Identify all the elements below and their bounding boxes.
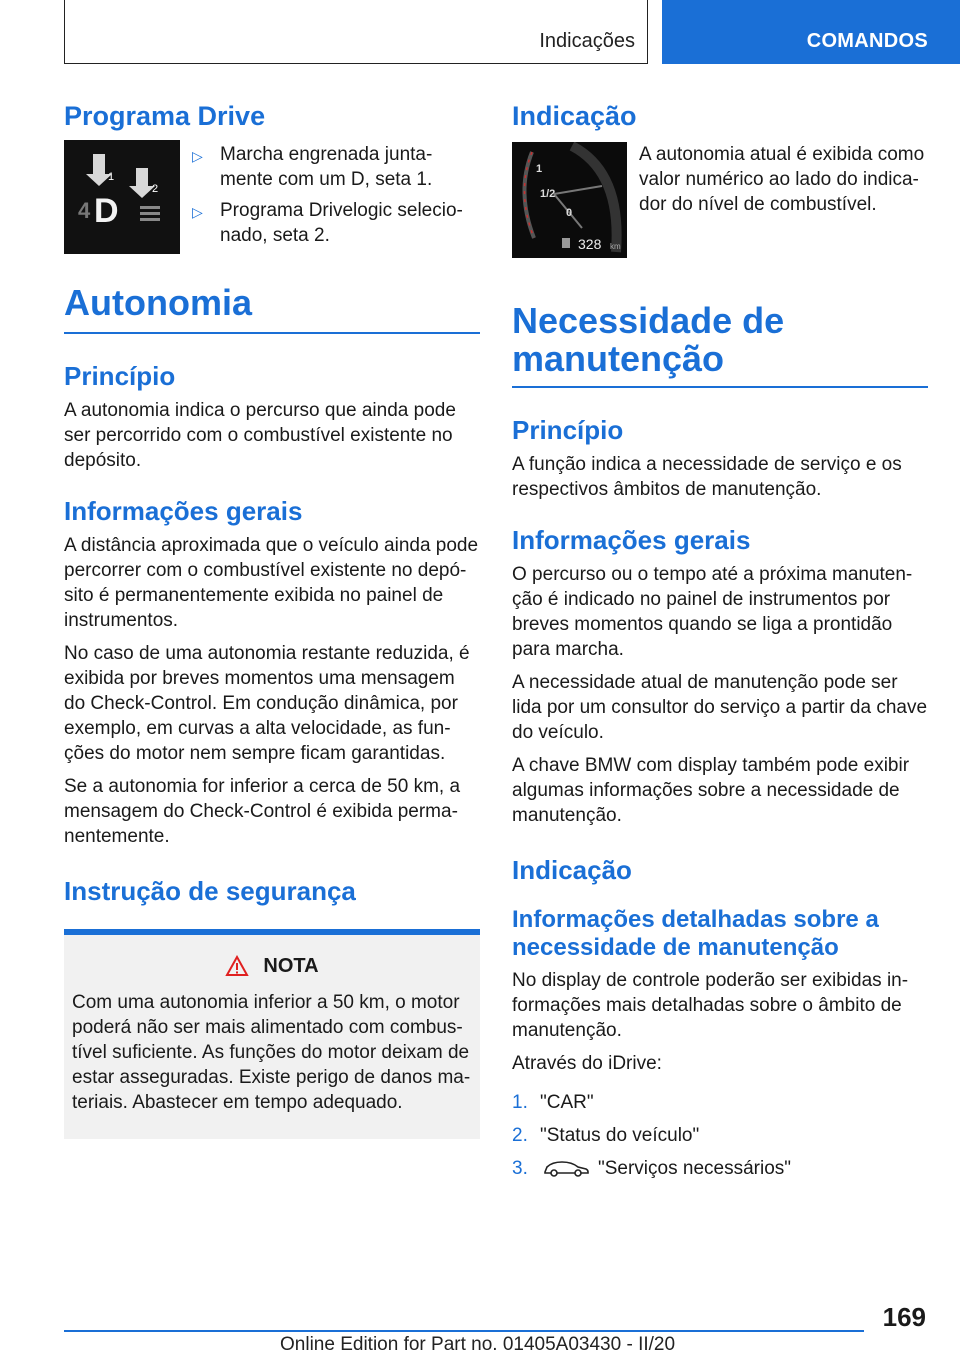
- fuel-gauge-graphic: [512, 142, 627, 258]
- list-item: 1. "CAR": [512, 1091, 594, 1113]
- seguranca-heading: Instrução de segurança: [64, 875, 356, 906]
- chapter-tab: [662, 0, 960, 64]
- gauge-mark-1: 1: [536, 163, 543, 175]
- gauge-mark-half: 1/2: [540, 188, 556, 200]
- nota-label: NOTA: [263, 954, 319, 977]
- principio-heading: Princípio: [64, 360, 176, 391]
- warning-triangle-icon: [225, 955, 249, 977]
- info-right-paragraph-2: A necessidade atual de manutenção pode ser lida por um consultor do serviço a partir da chave do veículo.: [512, 671, 928, 743]
- drive-program-heading: Programa Drive: [64, 101, 266, 131]
- drive-bullet-2: ▷ Programa Drivelogic selecio-nado, seta 2.: [192, 200, 463, 246]
- info-paragraph-2: No caso de uma autonomia restante reduzida, é exibida por breves momentos uma mensagem do Check-Control. Em condução dinâmica, por exemplo, em curvas a alta velocidade, as fun-ções do motor nem sempre ficam garantidas.: [64, 642, 470, 764]
- drive-bullet-1: ▷ Marcha engrenada junta-mente com um D, seta 1.: [192, 144, 433, 190]
- gauge-mark-0: 0: [566, 207, 573, 219]
- footer-rule: [64, 1330, 864, 1332]
- arrow-1-label: 1: [108, 171, 115, 183]
- indicacao-text: A autonomia atual é exibida como valor numérico ao lado do indica-dor do nível de combustível.: [639, 144, 925, 215]
- principio-heading-right: Princípio: [512, 414, 624, 445]
- gauge-range-unit: km: [610, 242, 621, 251]
- list-item: 3. "Serviços necessários": [512, 1157, 792, 1179]
- car-icon: [542, 1158, 590, 1178]
- nota-box: [64, 929, 480, 1139]
- indicacao2-heading: Indicação: [512, 854, 632, 885]
- manutencao-heading: Necessidade de manutenção: [512, 300, 785, 379]
- bullet-triangle-icon: ▷: [192, 204, 203, 220]
- info-gerais-heading: Informações gerais: [64, 495, 303, 526]
- gear-4-label: 4: [78, 198, 91, 223]
- heading-rule: [64, 332, 480, 334]
- idrive-steps-list: [512, 1090, 928, 1181]
- principio-text-right: A função indica a necessidade de serviço e os respectivos âmbitos de manutenção.: [512, 453, 902, 500]
- idrive-text: Através do iDrive:: [512, 1052, 662, 1074]
- info-gerais-heading-right: Informações gerais: [512, 524, 751, 555]
- fuel-gauge-image: [512, 142, 627, 258]
- indicacao-heading: Indicação: [512, 101, 637, 131]
- page-number: 169: [882, 1302, 926, 1332]
- drive-program-icon: [64, 140, 180, 254]
- heading-rule: [512, 386, 928, 388]
- info-paragraph-3: Se a autonomia for inferior a cerca de 50 km, a mensagem do Check-Control é exibida perma-nentemente.: [64, 775, 461, 847]
- detalhes-heading: Informações detalhadas sobre a necessidade de manutenção: [512, 905, 879, 961]
- list-item: 2. "Status do veículo": [512, 1124, 700, 1146]
- principio-text: A autonomia indica o percurso que ainda pode ser percorrido com o combustível existente no depósito.: [64, 399, 456, 471]
- chapter-title: COMANDOS: [806, 30, 928, 52]
- info-right-paragraph-3: A chave BMW com display também pode exibir algumas informações sobre a necessidade de manutenção.: [512, 754, 910, 826]
- section-title: Indicações: [539, 30, 635, 52]
- bullet-triangle-icon: ▷: [192, 148, 203, 164]
- info-paragraph-1: A distância aproximada que o veículo ainda pode percorrer com o combustível existente no depó-sito é permanentemente exibida no painel de instrumentos.: [64, 534, 479, 631]
- edition-line: Online Edition for Part no. 01405A03430 - II/20: [280, 1334, 676, 1355]
- info-right-paragraph-1: O percurso ou o tempo até a próxima manuten-ção é indicado no painel de instrumentos por breves momentos quando se liga a prontidão para marcha.: [512, 563, 913, 660]
- autonomia-heading: Autonomia: [64, 282, 252, 323]
- left-column: [64, 100, 480, 1139]
- nota-text: Com uma autonomia inferior a 50 km, o motor poderá não ser mais alimentado com combus-tível suficiente. As funções do motor deixam de estar asseguradas. Existe perigo de danos ma-teriais. Abastecer em tempo adequado.: [72, 991, 471, 1113]
- arrow-2-label: 2: [152, 183, 159, 195]
- gauge-range-value: 328: [578, 236, 602, 252]
- gear-d-label: D: [94, 192, 119, 230]
- right-column: [512, 100, 928, 1181]
- drive-indicator-graphic: [64, 140, 180, 254]
- running-header: [64, 0, 648, 64]
- detalhes-text: No display de controle poderão ser exibidas in-formações mais detalhadas sobre o âmbito de manutenção.: [512, 969, 909, 1041]
